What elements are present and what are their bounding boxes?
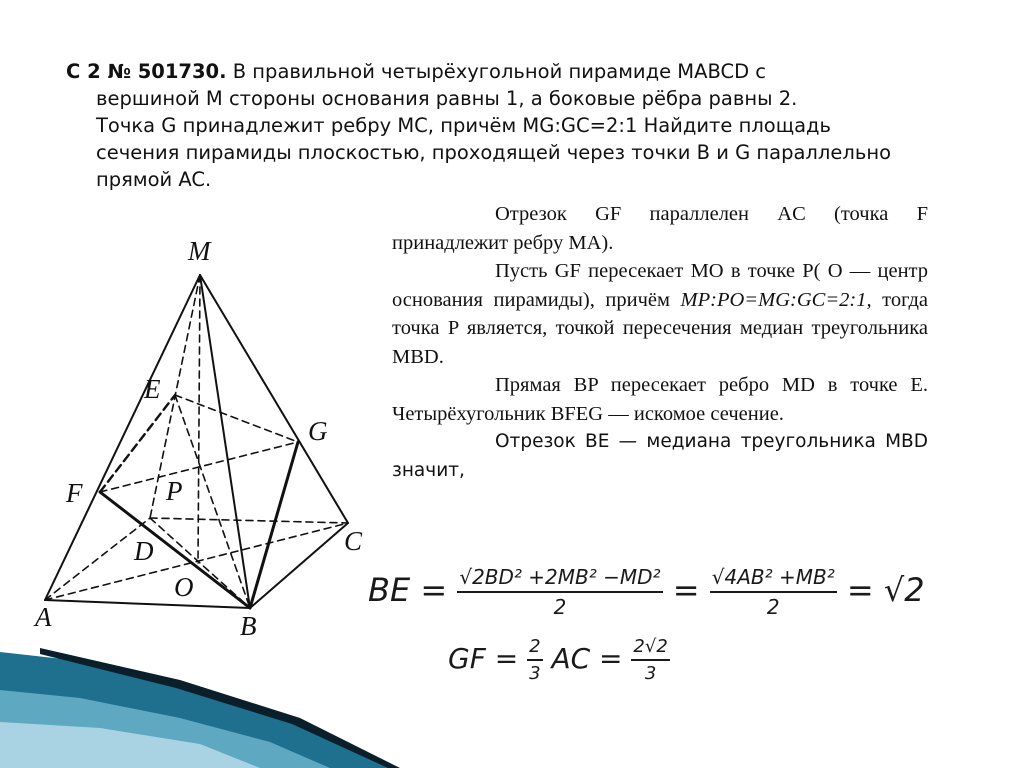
solution-text — [392, 200, 928, 485]
label-D: D — [134, 536, 154, 566]
coefficient-denominator: 3 — [529, 663, 541, 684]
solution-paragraph-3: Прямая BP пересекает ребро MD в точке E. Четырёхугольник BFEG — искомое сечение. — [392, 374, 928, 425]
solution-paragraph-2: Пусть GF пересекает MO в точке P( O — центр основания пирамиды), причём MP:PO=MG:GC=2:1, тогда точка P является, точкой пересечения медиан треугольника MBD. — [392, 260, 929, 368]
label-A: A — [35, 602, 52, 632]
pyramid-figure — [30, 230, 375, 640]
label-F: F — [66, 478, 83, 508]
fraction-result — [631, 636, 669, 684]
fraction-1 — [457, 565, 662, 619]
fraction-coefficient — [527, 636, 542, 684]
formula-be-result: = √2 — [846, 571, 925, 609]
formula-gf-lhs: GF = — [448, 642, 519, 675]
solution-paragraph-1: Отрезок GF параллелен AC (точка F принадлежит ребру MA). — [392, 203, 928, 254]
formula-be — [368, 565, 925, 619]
formula-be-lhs: BE = — [368, 571, 448, 609]
problem-line-5: прямой AC. — [96, 168, 212, 191]
problem-line-1: С 2 № 501730. В правильной четырёхугольной пирамиде MABCD с — [66, 60, 767, 83]
result-denominator: 3 — [644, 663, 657, 684]
label-G: G — [308, 416, 328, 446]
problem-line-3: Точка G принадлежит ребру MC, причём MG:GC=2:1 Найдите площадь — [96, 114, 832, 137]
coefficient-numerator: 2 — [527, 636, 542, 661]
solution-paragraph-4: Отрезок BE — медиана треугольника MBD значит, — [392, 431, 928, 481]
label-C: C — [344, 526, 363, 556]
label-E: E — [144, 374, 161, 404]
formula-gf — [448, 636, 670, 684]
result-numerator: 2√2 — [631, 636, 669, 661]
fraction-2-denominator: 2 — [766, 595, 780, 619]
fraction-2-numerator: √4AB² +MB² — [710, 565, 837, 593]
problem-statement — [66, 58, 1001, 193]
problem-line-2: вершиной M стороны основания равны 1, а боковые рёбра равны 2. — [96, 87, 798, 110]
label-M: M — [188, 236, 211, 266]
problem-number: С 2 № 501730. — [66, 60, 227, 83]
equals-sign: = — [672, 571, 700, 609]
problem-line-4: сечения пирамиды плоскостью, проходящей через точки B и G параллельно — [96, 141, 891, 164]
label-P: P — [166, 476, 183, 506]
fraction-2 — [710, 565, 837, 619]
fraction-1-numerator: √2BD² +2MB² −MD² — [457, 565, 662, 593]
label-O: O — [174, 572, 194, 602]
label-B: B — [240, 611, 257, 640]
formula-gf-middle: AC = — [551, 642, 623, 675]
fraction-1-denominator: 2 — [553, 595, 567, 619]
